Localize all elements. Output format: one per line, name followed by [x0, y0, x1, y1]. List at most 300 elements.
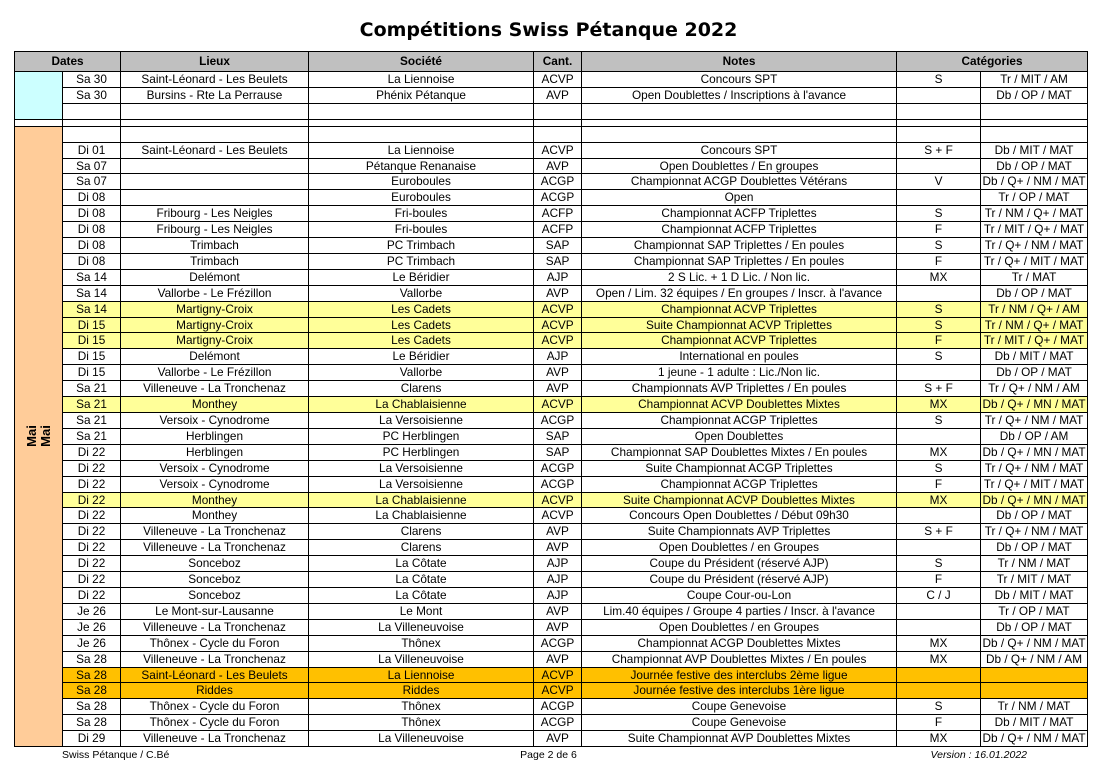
empty-cell: [121, 119, 309, 126]
empty-cell: [582, 119, 897, 126]
notes: Open / Lim. 32 équipes / En groupes / Inscr. à l'avance: [582, 285, 897, 301]
empty-cell: [981, 103, 1088, 119]
notes: Open Doublettes / Inscriptions à l'avance: [582, 87, 897, 103]
month-separator-row: [15, 119, 1088, 126]
categorie: Db / OP / MAT: [981, 158, 1088, 174]
categorie: Db / OP / MAT: [981, 365, 1088, 381]
header-row: [15, 52, 1088, 72]
canton: AVP: [534, 524, 582, 540]
notes: Championnats AVP Triplettes / En poules: [582, 381, 897, 397]
lieu: Villeneuve - La Tronchenaz: [121, 619, 309, 635]
lieu: Monthey: [121, 397, 309, 413]
table-row: [15, 444, 1088, 460]
categorie: Tr / MAT: [981, 269, 1088, 285]
header-societe: Société: [309, 52, 534, 72]
date: Di 22: [63, 524, 121, 540]
type: [897, 428, 981, 444]
lieu: Villeneuve - La Tronchenaz: [121, 381, 309, 397]
canton: ACVP: [534, 317, 582, 333]
societe: La Villeneuvoise: [309, 619, 534, 635]
canton: ACGP: [534, 460, 582, 476]
societe: Fri-boules: [309, 222, 534, 238]
canton: AVP: [534, 158, 582, 174]
type: F: [897, 572, 981, 588]
date: Sa 14: [63, 301, 121, 317]
lieu: Trimbach: [121, 238, 309, 254]
empty-cell: [582, 126, 897, 142]
table-row: [15, 365, 1088, 381]
date: Sa 14: [63, 285, 121, 301]
notes: Championnat ACGP Triplettes: [582, 413, 897, 429]
footer-left: Swiss Pétanque / C.Bé: [62, 749, 170, 761]
table-row: [15, 174, 1088, 190]
table-row: [15, 460, 1088, 476]
empty-cell: [981, 126, 1088, 142]
empty-cell: [897, 103, 981, 119]
societe: La Versoisienne: [309, 476, 534, 492]
type: S: [897, 72, 981, 88]
societe: La Liennoise: [309, 667, 534, 683]
categorie: Db / OP / MAT: [981, 508, 1088, 524]
empty-cell: [981, 119, 1088, 126]
table-row: [15, 317, 1088, 333]
societe: Les Cadets: [309, 333, 534, 349]
date: Di 15: [63, 349, 121, 365]
table-row: [15, 428, 1088, 444]
notes: Open Doublettes / en Groupes: [582, 540, 897, 556]
date: Je 26: [63, 603, 121, 619]
date: Sa 30: [63, 72, 121, 88]
type: F: [897, 715, 981, 731]
categorie: Db / Q+ / NM / MAT: [982, 731, 1086, 746]
societe: PC Herblingen: [309, 428, 534, 444]
date: Di 22: [63, 444, 121, 460]
lieu: Riddes: [121, 683, 309, 699]
date: Di 15: [63, 317, 121, 333]
date: Di 22: [63, 540, 121, 556]
table-row: [15, 572, 1088, 588]
societe: Clarens: [309, 540, 534, 556]
type: MX: [897, 444, 981, 460]
categorie: Db / Q+ / MN / MAT: [982, 492, 1086, 507]
categorie: Tr / MIT / Q+ / MAT: [981, 222, 1088, 238]
societe: Pétanque Renanaise: [309, 158, 534, 174]
header-cant: Cant.: [534, 52, 582, 72]
canton: AVP: [534, 651, 582, 667]
empty-cell: [582, 103, 897, 119]
canton: ACVP: [534, 301, 582, 317]
lieu: Sonceboz: [121, 572, 309, 588]
competitions-table: [14, 51, 1088, 747]
categorie: Tr / NM / Q+ / MAT: [981, 206, 1088, 222]
lieu: Villeneuve - La Tronchenaz: [121, 540, 309, 556]
canton: AJP: [534, 572, 582, 588]
date: Sa 28: [63, 667, 121, 683]
type: [897, 508, 981, 524]
societe: La Chablaisienne: [309, 397, 534, 413]
table-row: [15, 476, 1088, 492]
date: Je 26: [63, 619, 121, 635]
notes: Championnat SAP Doublettes Mixtes / En poules: [582, 444, 897, 460]
date: Di 15: [63, 365, 121, 381]
societe: Thônex: [309, 699, 534, 715]
societe: Riddes: [309, 683, 534, 699]
table-row: [15, 301, 1088, 317]
societe: Thônex: [309, 715, 534, 731]
societe: La Liennoise: [309, 72, 534, 88]
societe: Thônex: [309, 635, 534, 651]
type: [897, 603, 981, 619]
categorie: Db / OP / MAT: [981, 87, 1088, 103]
notes: Championnat ACGP Triplettes: [582, 476, 897, 492]
lieu: [121, 158, 309, 174]
canton: ACVP: [534, 397, 582, 413]
type: [897, 540, 981, 556]
table-row: [15, 667, 1088, 683]
date: Di 08: [63, 238, 121, 254]
type: MX: [897, 397, 981, 413]
canton: SAP: [534, 444, 582, 460]
lieu: Monthey: [121, 492, 309, 508]
date: Sa 07: [63, 174, 121, 190]
societe: La Côtate: [309, 556, 534, 572]
type: [897, 190, 981, 206]
date: Sa 28: [63, 699, 121, 715]
notes: Lim.40 équipes / Groupe 4 parties / Inscr. à l'avance: [582, 603, 897, 619]
table-row: [15, 413, 1088, 429]
notes: Coupe Genevoise: [582, 699, 897, 715]
lieu: Martigny-Croix: [121, 333, 309, 349]
type: S: [897, 556, 981, 572]
categorie: Tr / Q+ / NM / AM: [981, 381, 1088, 397]
categorie: Db / MIT / MAT: [981, 142, 1088, 158]
date: Di 08: [63, 206, 121, 222]
notes: Coupe du Président (réservé AJP): [582, 556, 897, 572]
table-row: [15, 508, 1088, 524]
type: F: [897, 253, 981, 269]
notes: Concours Open Doublettes / Début 09h30: [582, 508, 897, 524]
type: F: [897, 222, 981, 238]
type: S: [897, 699, 981, 715]
type: S + F: [897, 381, 981, 397]
canton: ACVP: [534, 142, 582, 158]
lieu: Trimbach: [121, 253, 309, 269]
lieu: Martigny-Croix: [121, 317, 309, 333]
notes: 2 S Lic. + 1 D Lic. / Non lic.: [582, 269, 897, 285]
empty-cell: [121, 126, 309, 142]
categorie: Db / Q+ / MN / MAT: [982, 444, 1086, 459]
canton: ACFP: [534, 222, 582, 238]
type: S: [897, 206, 981, 222]
date: Sa 28: [63, 683, 121, 699]
type: C / J: [897, 587, 981, 603]
notes: International en poules: [582, 349, 897, 365]
empty-cell: [121, 103, 309, 119]
categorie: Tr / MIT / AM: [981, 72, 1088, 88]
type: S + F: [897, 524, 981, 540]
date: Di 08: [63, 222, 121, 238]
spacer-row: [15, 103, 1088, 119]
empty-cell: [63, 126, 121, 142]
categorie: Tr / MIT / MAT: [981, 572, 1088, 588]
canton: SAP: [534, 253, 582, 269]
societe: Euroboules: [309, 174, 534, 190]
type: MX: [897, 269, 981, 285]
type: F: [897, 476, 981, 492]
categorie: Db / Q+ / NM / AM: [981, 651, 1088, 667]
notes: 1 jeune - 1 adulte : Lic./Non lic.: [582, 365, 897, 381]
header-categories: Catégories: [897, 52, 1088, 72]
lieu: Fribourg - Les Neigles: [121, 206, 309, 222]
categorie: Tr / Q+ / NM / MAT: [981, 413, 1088, 429]
canton: ACVP: [534, 508, 582, 524]
categorie: Tr / OP / MAT: [981, 190, 1088, 206]
lieu: Bursins - Rte La Perrause: [121, 87, 309, 103]
notes: Championnat ACVP Triplettes: [582, 301, 897, 317]
categorie: Tr / Q+ / NM / MAT: [981, 524, 1088, 540]
date: Di 29: [63, 731, 121, 747]
societe: Clarens: [309, 524, 534, 540]
canton: AJP: [534, 349, 582, 365]
type: F: [897, 333, 981, 349]
table-row: [15, 587, 1088, 603]
date: Sa 30: [63, 87, 121, 103]
empty-cell: [309, 103, 534, 119]
lieu: [121, 190, 309, 206]
table-row: [15, 269, 1088, 285]
table-row: [15, 158, 1088, 174]
empty-cell: [897, 119, 981, 126]
notes: Journée festive des interclubs 1ère ligue: [582, 683, 897, 699]
empty-cell: [309, 126, 534, 142]
canton: ACVP: [534, 667, 582, 683]
canton: AJP: [534, 556, 582, 572]
table-row: [15, 603, 1088, 619]
table-row: [15, 556, 1088, 572]
canton: ACVP: [534, 333, 582, 349]
type: MX: [897, 635, 981, 651]
notes: Concours SPT: [582, 72, 897, 88]
spacer-row: [15, 126, 1088, 142]
societe: La Chablaisienne: [309, 508, 534, 524]
notes: Coupe Cour-ou-Lon: [582, 587, 897, 603]
type: MX: [897, 731, 981, 747]
categorie: Db / OP / MAT: [981, 285, 1088, 301]
lieu: Villeneuve - La Tronchenaz: [121, 651, 309, 667]
societe: PC Trimbach: [309, 238, 534, 254]
notes: Open Doublettes: [582, 428, 897, 444]
type: S: [897, 317, 981, 333]
notes: Championnat AVP Doublettes Mixtes / En poules: [582, 651, 897, 667]
date: Di 22: [63, 556, 121, 572]
empty-cell: [897, 126, 981, 142]
table-row: [15, 492, 1088, 508]
categorie: Tr / Q+ / MIT / MAT: [981, 253, 1088, 269]
table-row: [15, 238, 1088, 254]
lieu: Herblingen: [121, 444, 309, 460]
notes: Open Doublettes / En groupes: [582, 158, 897, 174]
societe: Les Cadets: [309, 301, 534, 317]
categorie: Db / MIT / MAT: [981, 349, 1088, 365]
date: Je 26: [63, 635, 121, 651]
canton: ACGP: [534, 699, 582, 715]
table-row: [15, 540, 1088, 556]
date: Sa 21: [63, 413, 121, 429]
categorie: Tr / OP / MAT: [981, 603, 1088, 619]
societe: Le Mont: [309, 603, 534, 619]
lieu: Sonceboz: [121, 556, 309, 572]
societe: Vallorbe: [309, 285, 534, 301]
table-row: [15, 87, 1088, 103]
notes: Suite Championnat ACGP Triplettes: [582, 460, 897, 476]
lieu: Thônex - Cycle du Foron: [121, 699, 309, 715]
canton: ACVP: [534, 492, 582, 508]
societe: PC Herblingen: [309, 444, 534, 460]
categorie: Db / Q+ / MN / MAT: [982, 397, 1086, 412]
date: Di 22: [63, 476, 121, 492]
type: S: [897, 238, 981, 254]
categorie: Db / OP / MAT: [981, 619, 1088, 635]
categorie: Db / MIT / MAT: [981, 715, 1088, 731]
canton: AJP: [534, 269, 582, 285]
categorie: [981, 683, 1088, 699]
lieu: Saint-Léonard - Les Beulets: [121, 667, 309, 683]
lieu: Thônex - Cycle du Foron: [121, 635, 309, 651]
type: [897, 365, 981, 381]
table-row: [15, 190, 1088, 206]
categorie: Tr / NM / MAT: [981, 699, 1088, 715]
type: MX: [897, 492, 981, 508]
societe: La Chablaisienne: [309, 492, 534, 508]
date: Di 08: [63, 190, 121, 206]
notes: Suite Championnats AVP Triplettes: [582, 524, 897, 540]
lieu: Villeneuve - La Tronchenaz: [121, 731, 309, 747]
lieu: Saint-Léonard - Les Beulets: [121, 72, 309, 88]
empty-cell: [63, 103, 121, 119]
canton: AVP: [534, 540, 582, 556]
canton: ACVP: [534, 72, 582, 88]
canton: AVP: [534, 731, 582, 747]
lieu: Versoix - Cynodrome: [121, 460, 309, 476]
empty-cell: [534, 119, 582, 126]
date: Sa 14: [63, 269, 121, 285]
canton: SAP: [534, 238, 582, 254]
societe: Fri-boules: [309, 206, 534, 222]
table-row: [15, 333, 1088, 349]
lieu: Delémont: [121, 269, 309, 285]
table-row: [15, 731, 1088, 747]
societe: Phénix Pétanque: [309, 87, 534, 103]
canton: ACGP: [534, 635, 582, 651]
table-row: [15, 285, 1088, 301]
lieu: [121, 174, 309, 190]
footer-page-number: Page 2 de 6: [520, 749, 577, 761]
notes: Championnat SAP Triplettes / En poules: [582, 238, 897, 254]
lieu: Saint-Léonard - Les Beulets: [121, 142, 309, 158]
lieu: Villeneuve - La Tronchenaz: [121, 524, 309, 540]
lieu: Vallorbe - Le Frézillon: [121, 285, 309, 301]
month-label-line-1: Mai: [23, 425, 39, 448]
type: [897, 683, 981, 699]
date: Di 01: [63, 142, 121, 158]
month-column-may: [15, 126, 63, 746]
canton: ACVP: [534, 683, 582, 699]
date: Di 22: [63, 492, 121, 508]
table-row: [15, 381, 1088, 397]
societe: Le Béridier: [309, 269, 534, 285]
table-row: [15, 206, 1088, 222]
societe: Le Béridier: [309, 349, 534, 365]
lieu: Delémont: [121, 349, 309, 365]
header-notes: Notes: [582, 52, 897, 72]
empty-cell: [15, 119, 63, 126]
categorie: Db / MIT / MAT: [981, 587, 1088, 603]
categorie: Db / Q+ / NM / MAT: [982, 174, 1086, 189]
notes: Concours SPT: [582, 142, 897, 158]
type: S: [897, 460, 981, 476]
notes: Championnat ACGP Doublettes Mixtes: [582, 635, 897, 651]
notes: Championnat ACVP Doublettes Mixtes: [582, 397, 897, 413]
canton: AVP: [534, 285, 582, 301]
header-dates: Dates: [15, 52, 121, 72]
month-label: [24, 426, 52, 448]
notes: Championnat ACGP Doublettes Vétérans: [582, 174, 897, 190]
canton: AVP: [534, 619, 582, 635]
societe: Clarens: [309, 381, 534, 397]
type: S: [897, 349, 981, 365]
notes: Coupe Genevoise: [582, 715, 897, 731]
table-row: [15, 619, 1088, 635]
canton: ACGP: [534, 174, 582, 190]
canton: AVP: [534, 381, 582, 397]
notes: Championnat SAP Triplettes / En poules: [582, 253, 897, 269]
type: V: [897, 174, 981, 190]
table-row: [15, 253, 1088, 269]
empty-cell: [309, 119, 534, 126]
societe: Les Cadets: [309, 317, 534, 333]
categorie: Tr / Q+ / NM / MAT: [981, 460, 1088, 476]
date: Sa 28: [63, 715, 121, 731]
societe: La Villeneuvoise: [309, 651, 534, 667]
societe: La Liennoise: [309, 142, 534, 158]
table-row: [15, 715, 1088, 731]
notes: Coupe du Président (réservé AJP): [582, 572, 897, 588]
footer-version: Version : 16.01.2022: [930, 749, 1027, 761]
table-row: [15, 222, 1088, 238]
type: [897, 667, 981, 683]
categorie: Db / Q+ / NM / MAT: [982, 635, 1086, 650]
month-column-april: [15, 72, 63, 120]
notes: Open Doublettes / en Groupes: [582, 619, 897, 635]
date: Di 22: [63, 587, 121, 603]
lieu: Thônex - Cycle du Foron: [121, 715, 309, 731]
societe: La Côtate: [309, 587, 534, 603]
type: MX: [897, 651, 981, 667]
canton: ACGP: [534, 715, 582, 731]
notes: Championnat ACVP Triplettes: [582, 333, 897, 349]
notes: Suite Championnat AVP Doublettes Mixtes: [582, 731, 897, 747]
societe: La Côtate: [309, 572, 534, 588]
empty-cell: [63, 119, 121, 126]
notes: Open: [582, 190, 897, 206]
canton: AVP: [534, 87, 582, 103]
lieu: Vallorbe - Le Frézillon: [121, 365, 309, 381]
empty-cell: [534, 103, 582, 119]
canton: AVP: [534, 365, 582, 381]
date: Di 15: [63, 333, 121, 349]
canton: SAP: [534, 428, 582, 444]
type: S + F: [897, 142, 981, 158]
